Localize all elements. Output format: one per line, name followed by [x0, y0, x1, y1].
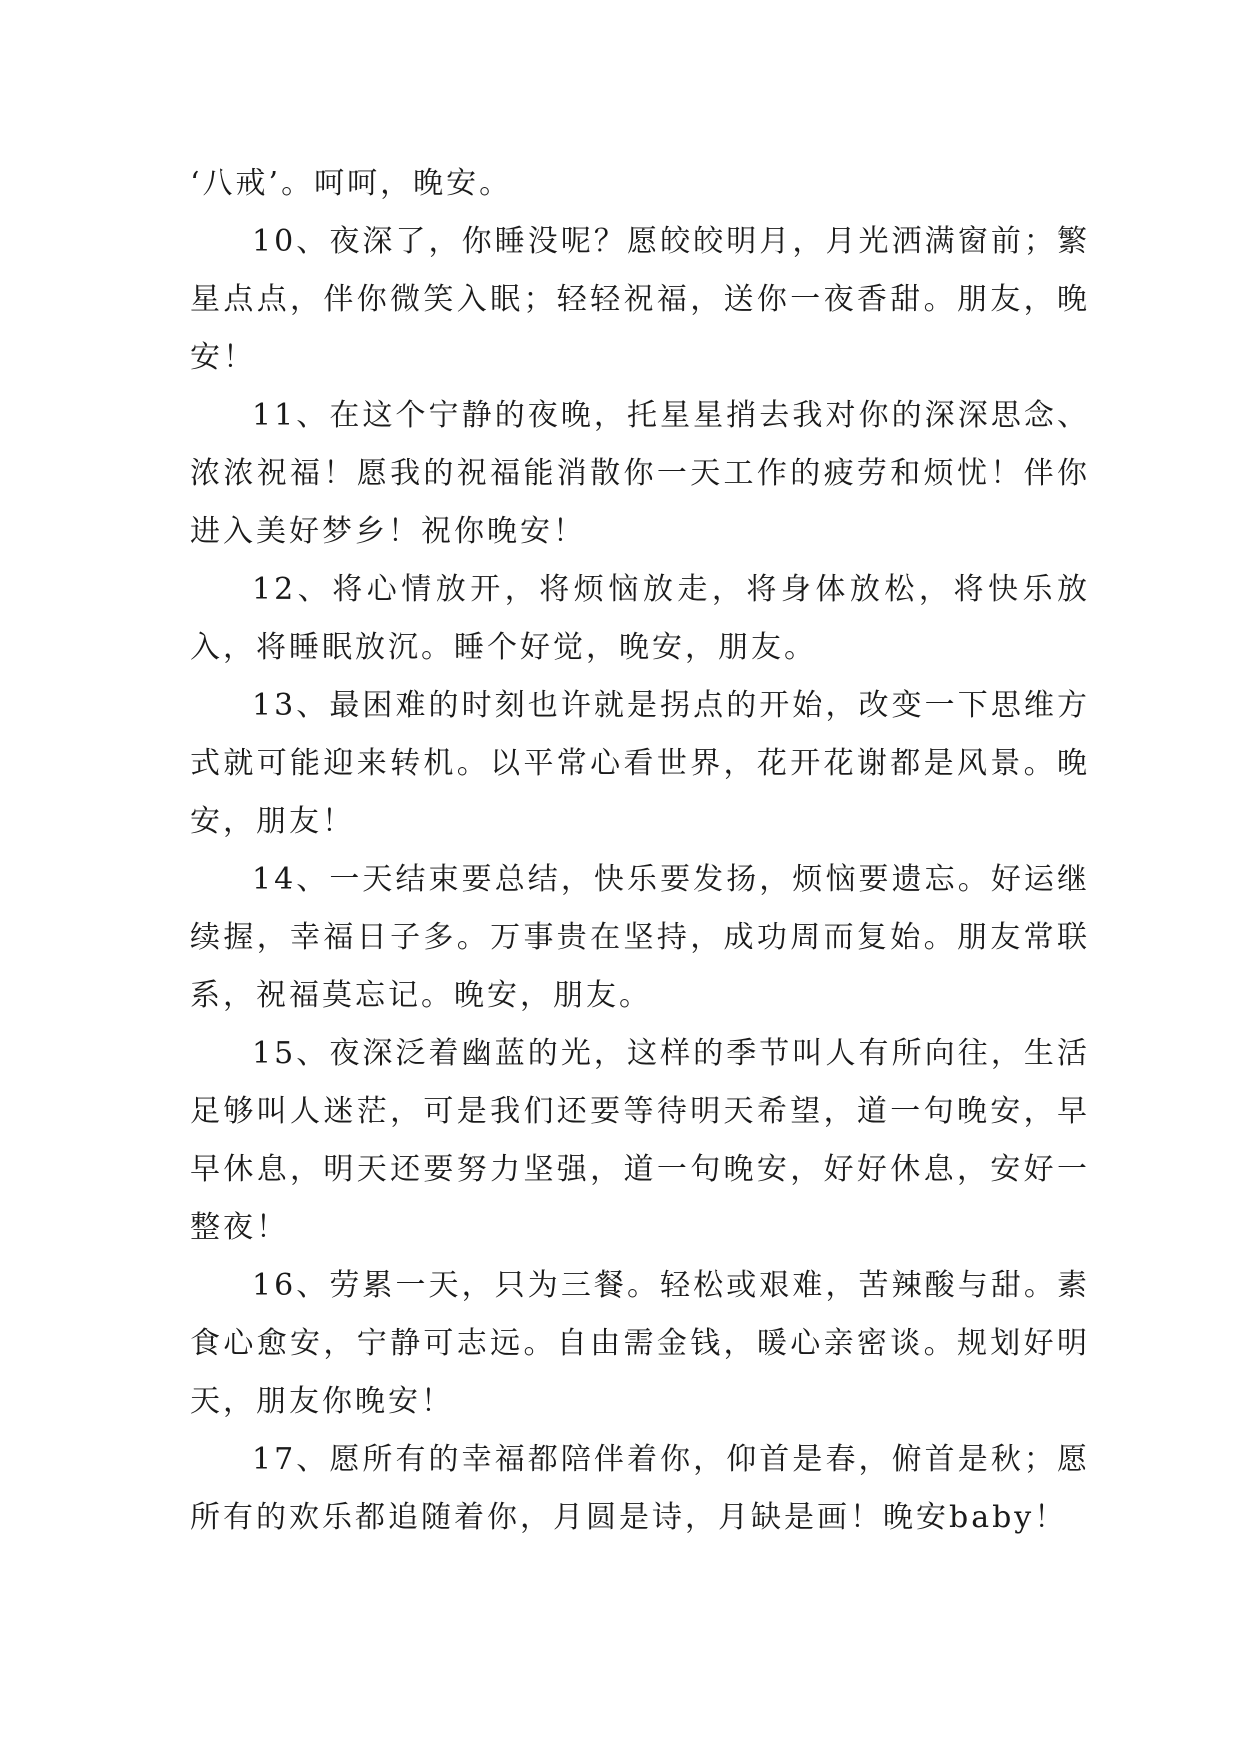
- paragraph-15: 15、夜深泛着幽蓝的光，这样的季节叫人有所向往，生活足够叫人迷茫，可是我们还要等待明天希望，道一句晚安，早早休息，明天还要努力坚强，道一句晚安，好好休息，安好一整夜！: [190, 1036, 1090, 1245]
- paragraph-14: 14、一天结束要总结，快乐要发扬，烦恼要遗忘。好运继续握，幸福日子多。万事贵在坚持，成功周而复始。朋友常联系，祝福莫忘记。晚安，朋友。: [190, 862, 1090, 1013]
- paragraph-12: 12、将心情放开，将烦恼放走，将身体放松，将快乐放入，将睡眠放沉。睡个好觉，晚安，朋友。: [190, 572, 1090, 665]
- paragraph-continuation: ‘八戒’。呵呵，晚安。: [190, 166, 513, 201]
- paragraph-16: 16、劳累一天，只为三餐。轻松或艰难，苦辣酸与甜。素食心愈安，宁静可志远。自由需金钱，暖心亲密谈。规划好明天，朋友你晚安！: [190, 1268, 1090, 1419]
- paragraph-13: 13、最困难的时刻也许就是拐点的开始，改变一下思维方式就可能迎来转机。以平常心看世界，花开花谢都是风景。晚安，朋友！: [190, 688, 1090, 839]
- paragraph-11: 11、在这个宁静的夜晚，托星星捎去我对你的深深思念、浓浓祝福！愿我的祝福能消散你一天工作的疲劳和烦忧！伴你进入美好梦乡！祝你晚安！: [190, 398, 1090, 549]
- paragraph-17: 17、愿所有的幸福都陪伴着你，仰首是春，俯首是秋；愿所有的欢乐都追随着你，月圆是诗，月缺是画！晚安baby！: [190, 1442, 1090, 1535]
- paragraph-10: 10、夜深了，你睡没呢？愿皎皎明月，月光洒满窗前；繁星点点，伴你微笑入眠；轻轻祝福，送你一夜香甜。朋友，晚安！: [190, 224, 1090, 375]
- document-body: [190, 155, 1090, 1547]
